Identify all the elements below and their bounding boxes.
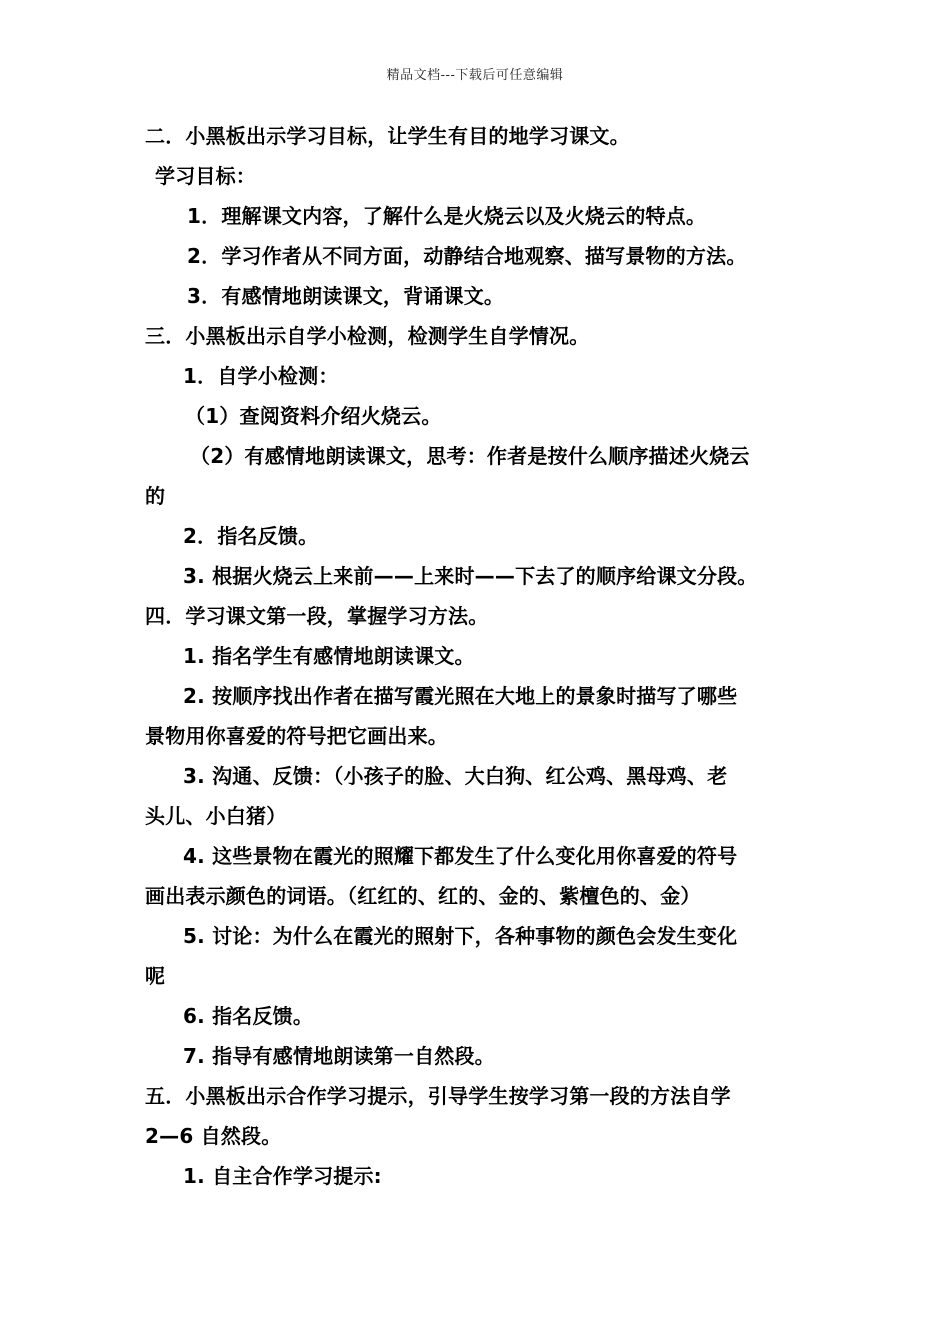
list-item-continuation: 画出表示颜色的词语。（红红的、红的、金的、紫檀色的、金） [145,884,701,908]
list-item-continuation: 的 [145,484,166,508]
list-item: 3. 沟通、反馈：（小孩子的脸、大白狗、红公鸡、黑母鸡、老 [183,764,728,788]
list-item: 2. 按顺序找出作者在描写霞光照在大地上的景象时描写了哪些 [183,684,738,708]
list-item: 2．指名反馈。 [183,524,319,548]
list-item: 5. 讨论：为什么在霞光的照射下，各种事物的颜色会发生变化 [183,924,738,948]
list-item: 4. 这些景物在霞光的照耀下都发生了什么变化用你喜爱的符号 [183,844,738,868]
goal-item-1: 1．理解课文内容，了解什么是火烧云以及火烧云的特点。 [187,204,707,228]
list-item: 1. 指名学生有感情地朗读课文。 [183,644,475,668]
section-heading-5: 五．小黑板出示合作学习提示，引导学生按学习第一段的方法自学 [145,1084,731,1108]
section-heading-2: 二．小黑板出示学习目标，让学生有目的地学习课文。 [145,124,630,148]
document-body [145,116,810,1196]
subheading-learning-goals: 学习目标： [155,164,256,188]
list-item-continuation: 景物用你喜爱的符号把它画出来。 [145,724,448,748]
list-item: 1. 自主合作学习提示: [183,1164,382,1188]
list-item: 1．自学小检测： [183,364,339,388]
list-item-continuation: 呢 [145,964,166,988]
list-item: 6. 指名反馈。 [183,1004,314,1028]
list-item-continuation: 头儿、小白猪） [145,804,287,828]
list-item: （1）查阅资料介绍火烧云。 [185,404,442,428]
goal-item-2: 2．学习作者从不同方面，动静结合地观察、描写景物的方法。 [187,244,747,268]
page-header: 精品文档---下载后可任意编辑 [386,68,564,83]
goal-item-3: 3．有感情地朗读课文，背诵课文。 [187,284,505,308]
section-heading-4: 四．学习课文第一段，掌握学习方法。 [145,604,489,628]
list-item: （2）有感情地朗读课文，思考：作者是按什么顺序描述火烧云 [190,444,750,468]
section-heading-3: 三．小黑板出示自学小检测，检测学生自学情况。 [145,324,590,348]
list-item: 7. 指导有感情地朗读第一自然段。 [183,1044,495,1068]
list-item: 3. 根据火烧云上来前——上来时——下去了的顺序给课文分段。 [183,564,758,588]
section-heading-continuation: 2—6 自然段。 [145,1124,282,1148]
